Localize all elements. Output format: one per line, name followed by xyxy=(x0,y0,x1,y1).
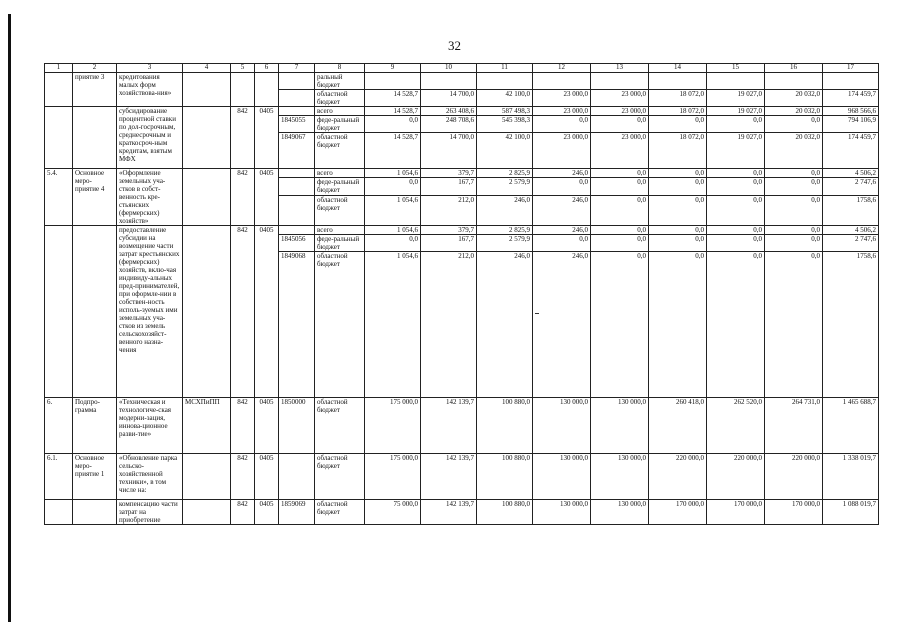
cell-grbs: 842 xyxy=(231,500,255,525)
value-cell: 0,0 xyxy=(649,252,707,398)
value-cell: 167,7 xyxy=(421,178,477,196)
cell-type xyxy=(73,107,117,169)
value-cell: 0,0 xyxy=(707,116,765,133)
value-cell: 20 032,0 xyxy=(765,90,823,107)
value-cell: 23 000,0 xyxy=(533,107,591,116)
value-cell: 0,0 xyxy=(707,169,765,178)
cell-title: предоставление субсидии на возмещение части затрат крестьянских (фермерских) хозяйств, вклю-чая индивиду-альных пред-принимателей, при оформле-нии в собствен-ность исполь-зуемых ими земельных уча-стков из земель сельскохозяйст-венного назна-чения xyxy=(117,226,183,398)
value-cell: 167,7 xyxy=(421,235,477,252)
cell-type xyxy=(73,500,117,525)
value-cell: 1 054,6 xyxy=(365,252,421,398)
value-cell: 170 000,0 xyxy=(649,500,707,525)
cell-title: «Техническая и технологиче-ская модерни-зация, иннова-ционное разви-тие» xyxy=(117,398,183,454)
header-row xyxy=(45,64,879,73)
cell-type: Основное меро-приятие 4 xyxy=(73,169,117,226)
value-cell: 1 054,6 xyxy=(365,196,421,226)
value-cell: 4 506,2 xyxy=(823,226,879,235)
value-cell: 2 579,9 xyxy=(477,178,533,196)
value-cell: 0,0 xyxy=(765,196,823,226)
value-cell: 545 398,3 xyxy=(477,116,533,133)
value-cell: 2 825,9 xyxy=(477,169,533,178)
cell-type: Подпро-грамма xyxy=(73,398,117,454)
column-header-16: 16 xyxy=(765,64,823,73)
value-cell: 246,0 xyxy=(533,252,591,398)
cell-title: компенсацию части затрат на приобретение xyxy=(117,500,183,525)
cell-rzpr: 0405 xyxy=(255,226,279,398)
value-cell: 175 000,0 xyxy=(365,398,421,454)
cell-grbs: 842 xyxy=(231,107,255,169)
value-cell: 14 700,0 xyxy=(421,133,477,169)
value-cell: 2 747,6 xyxy=(823,178,879,196)
value-cell: 2 825,9 xyxy=(477,226,533,235)
value-cell: 246,0 xyxy=(533,196,591,226)
column-header-11: 11 xyxy=(477,64,533,73)
value-cell: 0,0 xyxy=(533,178,591,196)
cell-rzpr: 0405 xyxy=(255,454,279,500)
cell-source: всего xyxy=(315,226,365,235)
column-header-1: 1 xyxy=(45,64,73,73)
column-header-3: 3 xyxy=(117,64,183,73)
table-row xyxy=(45,73,879,90)
cell-org xyxy=(183,107,231,169)
stray-pen-mark xyxy=(535,313,539,314)
cell-source: областной бюджет xyxy=(315,252,365,398)
value-cell: 23 000,0 xyxy=(533,90,591,107)
value-cell: 248 708,6 xyxy=(421,116,477,133)
cell-title: кредитования малых форм хозяйствова-ния» xyxy=(117,73,183,107)
value-cell: 0,0 xyxy=(591,169,649,178)
cell-csr xyxy=(279,196,315,226)
value-cell: 0,0 xyxy=(765,235,823,252)
value-cell: 23 000,0 xyxy=(533,133,591,169)
cell-num: 5.4. xyxy=(45,169,73,226)
value-cell: 220 000,0 xyxy=(765,454,823,500)
value-cell: 246,0 xyxy=(533,169,591,178)
cell-num xyxy=(45,107,73,169)
value-cell: 0,0 xyxy=(591,226,649,235)
cell-source: областной бюджет xyxy=(315,133,365,169)
value-cell: 0,0 xyxy=(591,196,649,226)
cell-csr: 1845056 xyxy=(279,235,315,252)
value-cell: 968 566,6 xyxy=(823,107,879,116)
value-cell: 100 880,0 xyxy=(477,454,533,500)
value-cell: 142 139,7 xyxy=(421,398,477,454)
value-cell: 0,0 xyxy=(649,226,707,235)
value-cell: 14 700,0 xyxy=(421,90,477,107)
value-cell: 130 000,0 xyxy=(533,398,591,454)
value-cell: 42 100,0 xyxy=(477,90,533,107)
column-header-4: 4 xyxy=(183,64,231,73)
cell-csr xyxy=(279,73,315,90)
value-cell: 246,0 xyxy=(477,196,533,226)
value-cell: 0,0 xyxy=(707,178,765,196)
value-cell: 174 459,7 xyxy=(823,90,879,107)
value-cell: 0,0 xyxy=(649,196,707,226)
value-cell: 0,0 xyxy=(765,178,823,196)
table-row xyxy=(45,169,879,178)
value-cell: 2 747,6 xyxy=(823,235,879,252)
value-cell: 0,0 xyxy=(591,235,649,252)
column-header-8: 8 xyxy=(315,64,365,73)
value-cell: 0,0 xyxy=(591,116,649,133)
value-cell: 170 000,0 xyxy=(707,500,765,525)
value-cell: 0,0 xyxy=(707,226,765,235)
cell-num xyxy=(45,73,73,107)
value-cell: 19 027,0 xyxy=(707,107,765,116)
value-cell: 212,0 xyxy=(421,196,477,226)
value-cell: 0,0 xyxy=(707,252,765,398)
value-cell: 794 106,9 xyxy=(823,116,879,133)
cell-csr xyxy=(279,90,315,107)
value-cell: 19 027,0 xyxy=(707,90,765,107)
value-cell: 130 000,0 xyxy=(533,500,591,525)
value-cell: 587 498,3 xyxy=(477,107,533,116)
cell-type xyxy=(73,226,117,398)
cell-source: феде-ральный бюджет xyxy=(315,235,365,252)
column-header-14: 14 xyxy=(649,64,707,73)
value-cell: 0,0 xyxy=(765,252,823,398)
column-header-9: 9 xyxy=(365,64,421,73)
cell-rzpr xyxy=(255,73,279,107)
value-cell: 130 000,0 xyxy=(591,398,649,454)
value-cell: 263 408,6 xyxy=(421,107,477,116)
value-cell: 1 054,6 xyxy=(365,169,421,178)
value-cell: 14 528,7 xyxy=(365,107,421,116)
cell-source: областной бюджет xyxy=(315,196,365,226)
value-cell: 0,0 xyxy=(649,116,707,133)
cell-org: МСХПиПП xyxy=(183,398,231,454)
column-header-2: 2 xyxy=(73,64,117,73)
table-row xyxy=(45,454,879,500)
value-cell: 220 000,0 xyxy=(649,454,707,500)
value-cell: 262 520,0 xyxy=(707,398,765,454)
value-cell: 130 000,0 xyxy=(591,454,649,500)
value-cell: 23 000,0 xyxy=(591,133,649,169)
cell-source: всего xyxy=(315,169,365,178)
cell-rzpr: 0405 xyxy=(255,500,279,525)
value-cell: 2 579,9 xyxy=(477,235,533,252)
cell-csr: 1845055 xyxy=(279,116,315,133)
cell-num: 6.1. xyxy=(45,454,73,500)
value-cell: 246,0 xyxy=(533,226,591,235)
value-cell: 20 032,0 xyxy=(765,107,823,116)
value-cell: 20 032,0 xyxy=(765,133,823,169)
cell-csr xyxy=(279,169,315,178)
cell-csr: 1849067 xyxy=(279,133,315,169)
value-cell: 130 000,0 xyxy=(533,454,591,500)
column-header-10: 10 xyxy=(421,64,477,73)
cell-num: 6. xyxy=(45,398,73,454)
cell-org xyxy=(183,169,231,226)
value-cell: 100 880,0 xyxy=(477,500,533,525)
cell-num xyxy=(45,500,73,525)
column-header-5: 5 xyxy=(231,64,255,73)
cell-source: областной бюджет xyxy=(315,500,365,525)
cell-type: Основное меро-приятие 1 xyxy=(73,454,117,500)
cell-csr xyxy=(279,226,315,235)
value-cell: 142 139,7 xyxy=(421,500,477,525)
value-cell: 1 465 688,7 xyxy=(823,398,879,454)
column-header-13: 13 xyxy=(591,64,649,73)
column-header-15: 15 xyxy=(707,64,765,73)
value-cell: 0,0 xyxy=(765,169,823,178)
value-cell: 246,0 xyxy=(477,252,533,398)
table-row xyxy=(45,398,879,454)
value-cell: 0,0 xyxy=(649,169,707,178)
cell-csr xyxy=(279,454,315,500)
value-cell: 0,0 xyxy=(591,252,649,398)
cell-rzpr: 0405 xyxy=(255,107,279,169)
cell-grbs: 842 xyxy=(231,169,255,226)
value-cell: 75 000,0 xyxy=(365,500,421,525)
value-cell: 19 027,0 xyxy=(707,133,765,169)
cell-title: «Оформление земельных уча-стков в собст-венность кре-стьянских (фермерских) хозяйств» xyxy=(117,169,183,226)
binder-edge xyxy=(8,14,11,622)
value-cell: 260 418,0 xyxy=(649,398,707,454)
cell-csr: 1849068 xyxy=(279,252,315,398)
cell-org xyxy=(183,73,231,107)
value-cell: 212,0 xyxy=(421,252,477,398)
cell-grbs: 842 xyxy=(231,398,255,454)
cell-csr xyxy=(279,178,315,196)
value-cell: 23 000,0 xyxy=(591,107,649,116)
value-cell: 1 088 019,7 xyxy=(823,500,879,525)
value-cell: 170 000,0 xyxy=(765,500,823,525)
cell-source: ральный бюджет xyxy=(315,73,365,90)
cell-source: феде-ральный бюджет xyxy=(315,178,365,196)
value-cell: 130 000,0 xyxy=(591,500,649,525)
cell-org xyxy=(183,454,231,500)
value-cell: 174 459,7 xyxy=(823,133,879,169)
budget-table xyxy=(44,63,879,525)
cell-type: приятие 3 xyxy=(73,73,117,107)
value-cell: 379,7 xyxy=(421,226,477,235)
cell-org xyxy=(183,226,231,398)
value-cell: 0,0 xyxy=(765,226,823,235)
cell-grbs: 842 xyxy=(231,226,255,398)
value-cell: 1 338 019,7 xyxy=(823,454,879,500)
cell-grbs xyxy=(231,73,255,107)
cell-grbs: 842 xyxy=(231,454,255,500)
value-cell: 0,0 xyxy=(707,235,765,252)
value-cell: 0,0 xyxy=(533,235,591,252)
value-cell: 18 072,0 xyxy=(649,107,707,116)
value-cell: 0,0 xyxy=(591,178,649,196)
page-number: 32 xyxy=(448,38,461,53)
value-cell: 42 100,0 xyxy=(477,133,533,169)
value-cell: 0,0 xyxy=(765,116,823,133)
cell-num xyxy=(45,226,73,398)
value-cell: 0,0 xyxy=(533,116,591,133)
table-row xyxy=(45,226,879,235)
value-cell: 1 054,6 xyxy=(365,226,421,235)
cell-title: «Обновление парка сельско-хозяйственной техники», в том числе на: xyxy=(117,454,183,500)
column-header-6: 6 xyxy=(255,64,279,73)
cell-csr: 1850000 xyxy=(279,398,315,454)
value-cell: 0,0 xyxy=(365,235,421,252)
value-cell: 23 000,0 xyxy=(591,90,649,107)
cell-csr: 1859069 xyxy=(279,500,315,525)
value-cell: 142 139,7 xyxy=(421,454,477,500)
column-header-12: 12 xyxy=(533,64,591,73)
value-cell: 0,0 xyxy=(365,178,421,196)
cell-source: всего xyxy=(315,107,365,116)
column-header-7: 7 xyxy=(279,64,315,73)
value-cell: 100 880,0 xyxy=(477,398,533,454)
value-cell: 175 000,0 xyxy=(365,454,421,500)
value-cell: 18 072,0 xyxy=(649,133,707,169)
value-cell: 264 731,0 xyxy=(765,398,823,454)
cell-title: субсидирование процентной ставки по дол-госрочным, среднесрочным и краткосроч-ным кредитам, взятым МФХ xyxy=(117,107,183,169)
value-cell: 220 000,0 xyxy=(707,454,765,500)
column-header-17: 17 xyxy=(823,64,879,73)
cell-csr xyxy=(279,107,315,116)
cell-org xyxy=(183,500,231,525)
value-cell: 14 528,7 xyxy=(365,133,421,169)
value-cell: 18 072,0 xyxy=(649,90,707,107)
cell-rzpr: 0405 xyxy=(255,398,279,454)
value-cell: 0,0 xyxy=(649,235,707,252)
value-cell: 0,0 xyxy=(365,116,421,133)
value-cell: 4 506,2 xyxy=(823,169,879,178)
cell-source: областной бюджет xyxy=(315,90,365,107)
value-cell: 379,7 xyxy=(421,169,477,178)
cell-source: феде-ральный бюджет xyxy=(315,116,365,133)
value-cell: 0,0 xyxy=(707,196,765,226)
cell-source: областной бюджет xyxy=(315,398,365,454)
cell-rzpr: 0405 xyxy=(255,169,279,226)
value-cell: 1758,6 xyxy=(823,252,879,398)
value-cell: 14 528,7 xyxy=(365,90,421,107)
table-row xyxy=(45,107,879,116)
value-cell: 0,0 xyxy=(649,178,707,196)
value-cell: 1758,6 xyxy=(823,196,879,226)
cell-source: областной бюджет xyxy=(315,454,365,500)
table-row xyxy=(45,500,879,525)
